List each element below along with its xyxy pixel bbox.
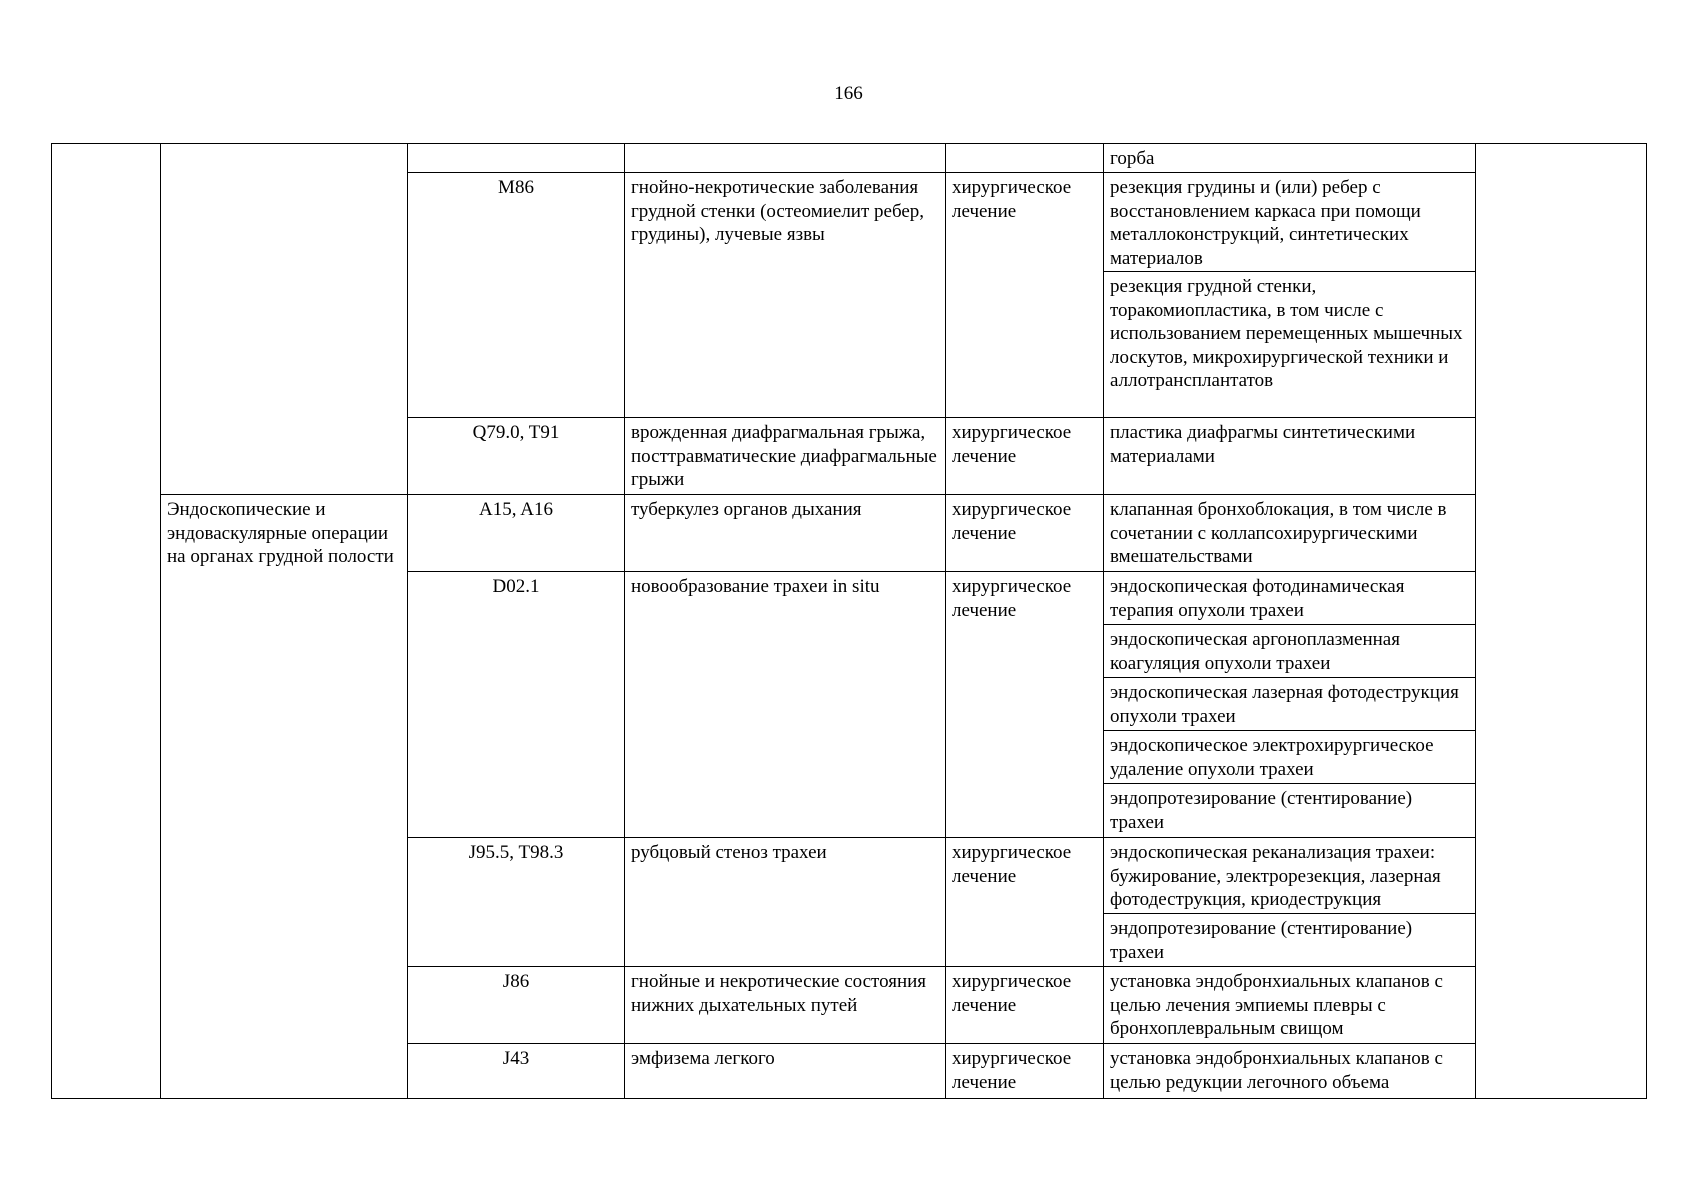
method-cell: установка эндобронхиальных клапанов с целью лечения эмпиемы плевры с бронхоплевральным свищом <box>1104 967 1476 1044</box>
disease-description: эмфизема легкого <box>625 1044 946 1099</box>
treatment-type: хирургическое лечение <box>946 1044 1104 1099</box>
disease-description: врожденная диафрагмальная грыжа, посттравматические диафрагмальные грыжи <box>625 418 946 495</box>
method-cell: эндоскопическая аргоноплазменная коагуляция опухоли трахеи <box>1104 625 1476 678</box>
method-cell: клапанная бронхоблокация, в том числе в сочетании с коллапсохирургическими вмешательствами <box>1104 495 1476 572</box>
method-cell: пластика диафрагмы синтетическими материалами <box>1104 418 1476 495</box>
method-cell: горба <box>1104 144 1476 173</box>
diagnosis-code: J86 <box>408 967 625 1044</box>
disease-description: рубцовый стеноз трахеи <box>625 838 946 967</box>
procedure-group-name: Эндоскопические и эндоваскулярные операции на органах грудной полости <box>161 495 408 1099</box>
treatment-type: хирургическое лечение <box>946 838 1104 967</box>
method-cell: эндоскопическая реканализация трахеи: бужирование, электрорезекция, лазерная фотодеструкция, криодеструкция <box>1104 838 1476 914</box>
page-number: 166 <box>834 83 863 104</box>
table-row <box>52 495 1647 572</box>
method-cell: эндоскопическое электрохирургическое удаление опухоли трахеи <box>1104 731 1476 784</box>
diagnosis-code: A15, A16 <box>408 495 625 572</box>
table-row <box>52 144 1647 173</box>
disease-description: новообразование трахеи in situ <box>625 572 946 838</box>
disease-description: гнойные и некротические состояния нижних дыхательных путей <box>625 967 946 1044</box>
diagnosis-code: J43 <box>408 1044 625 1099</box>
empty-cell <box>408 144 625 173</box>
empty-cell <box>161 144 408 495</box>
method-cell: эндопротезирование (стентирование) трахеи <box>1104 784 1476 838</box>
diagnosis-code: D02.1 <box>408 572 625 838</box>
empty-cell <box>625 144 946 173</box>
treatment-type: хирургическое лечение <box>946 173 1104 418</box>
disease-description: туберкулез органов дыхания <box>625 495 946 572</box>
method-cell: резекция грудины и (или) ребер с восстановлением каркаса при помощи металлоконструкций, синтетических материалов <box>1104 173 1476 272</box>
diagnosis-code: J95.5, T98.3 <box>408 838 625 967</box>
diagnosis-code: Q79.0, T91 <box>408 418 625 495</box>
method-cell: эндопротезирование (стентирование) трахеи <box>1104 914 1476 967</box>
empty-cell <box>946 144 1104 173</box>
treatment-type: хирургическое лечение <box>946 418 1104 495</box>
method-cell: резекция грудной стенки, торакомиопластика, в том числе с использованием перемещенных мышечных лоскутов, микрохирургической техники и аллотрансплантатов <box>1104 272 1476 418</box>
empty-cell <box>52 144 161 1099</box>
method-cell: эндоскопическая лазерная фотодеструкция опухоли трахеи <box>1104 678 1476 731</box>
method-cell: установка эндобронхиальных клапанов с целью редукции легочного объема <box>1104 1044 1476 1099</box>
procedures-table <box>51 143 1647 1099</box>
disease-description: гнойно-некротические заболевания грудной стенки (остеомиелит ребер, грудины), лучевые язвы <box>625 173 946 418</box>
treatment-type: хирургическое лечение <box>946 572 1104 838</box>
treatment-type: хирургическое лечение <box>946 967 1104 1044</box>
method-cell: эндоскопическая фотодинамическая терапия опухоли трахеи <box>1104 572 1476 625</box>
empty-cell <box>1476 144 1647 1099</box>
diagnosis-code: M86 <box>408 173 625 418</box>
treatment-type: хирургическое лечение <box>946 495 1104 572</box>
